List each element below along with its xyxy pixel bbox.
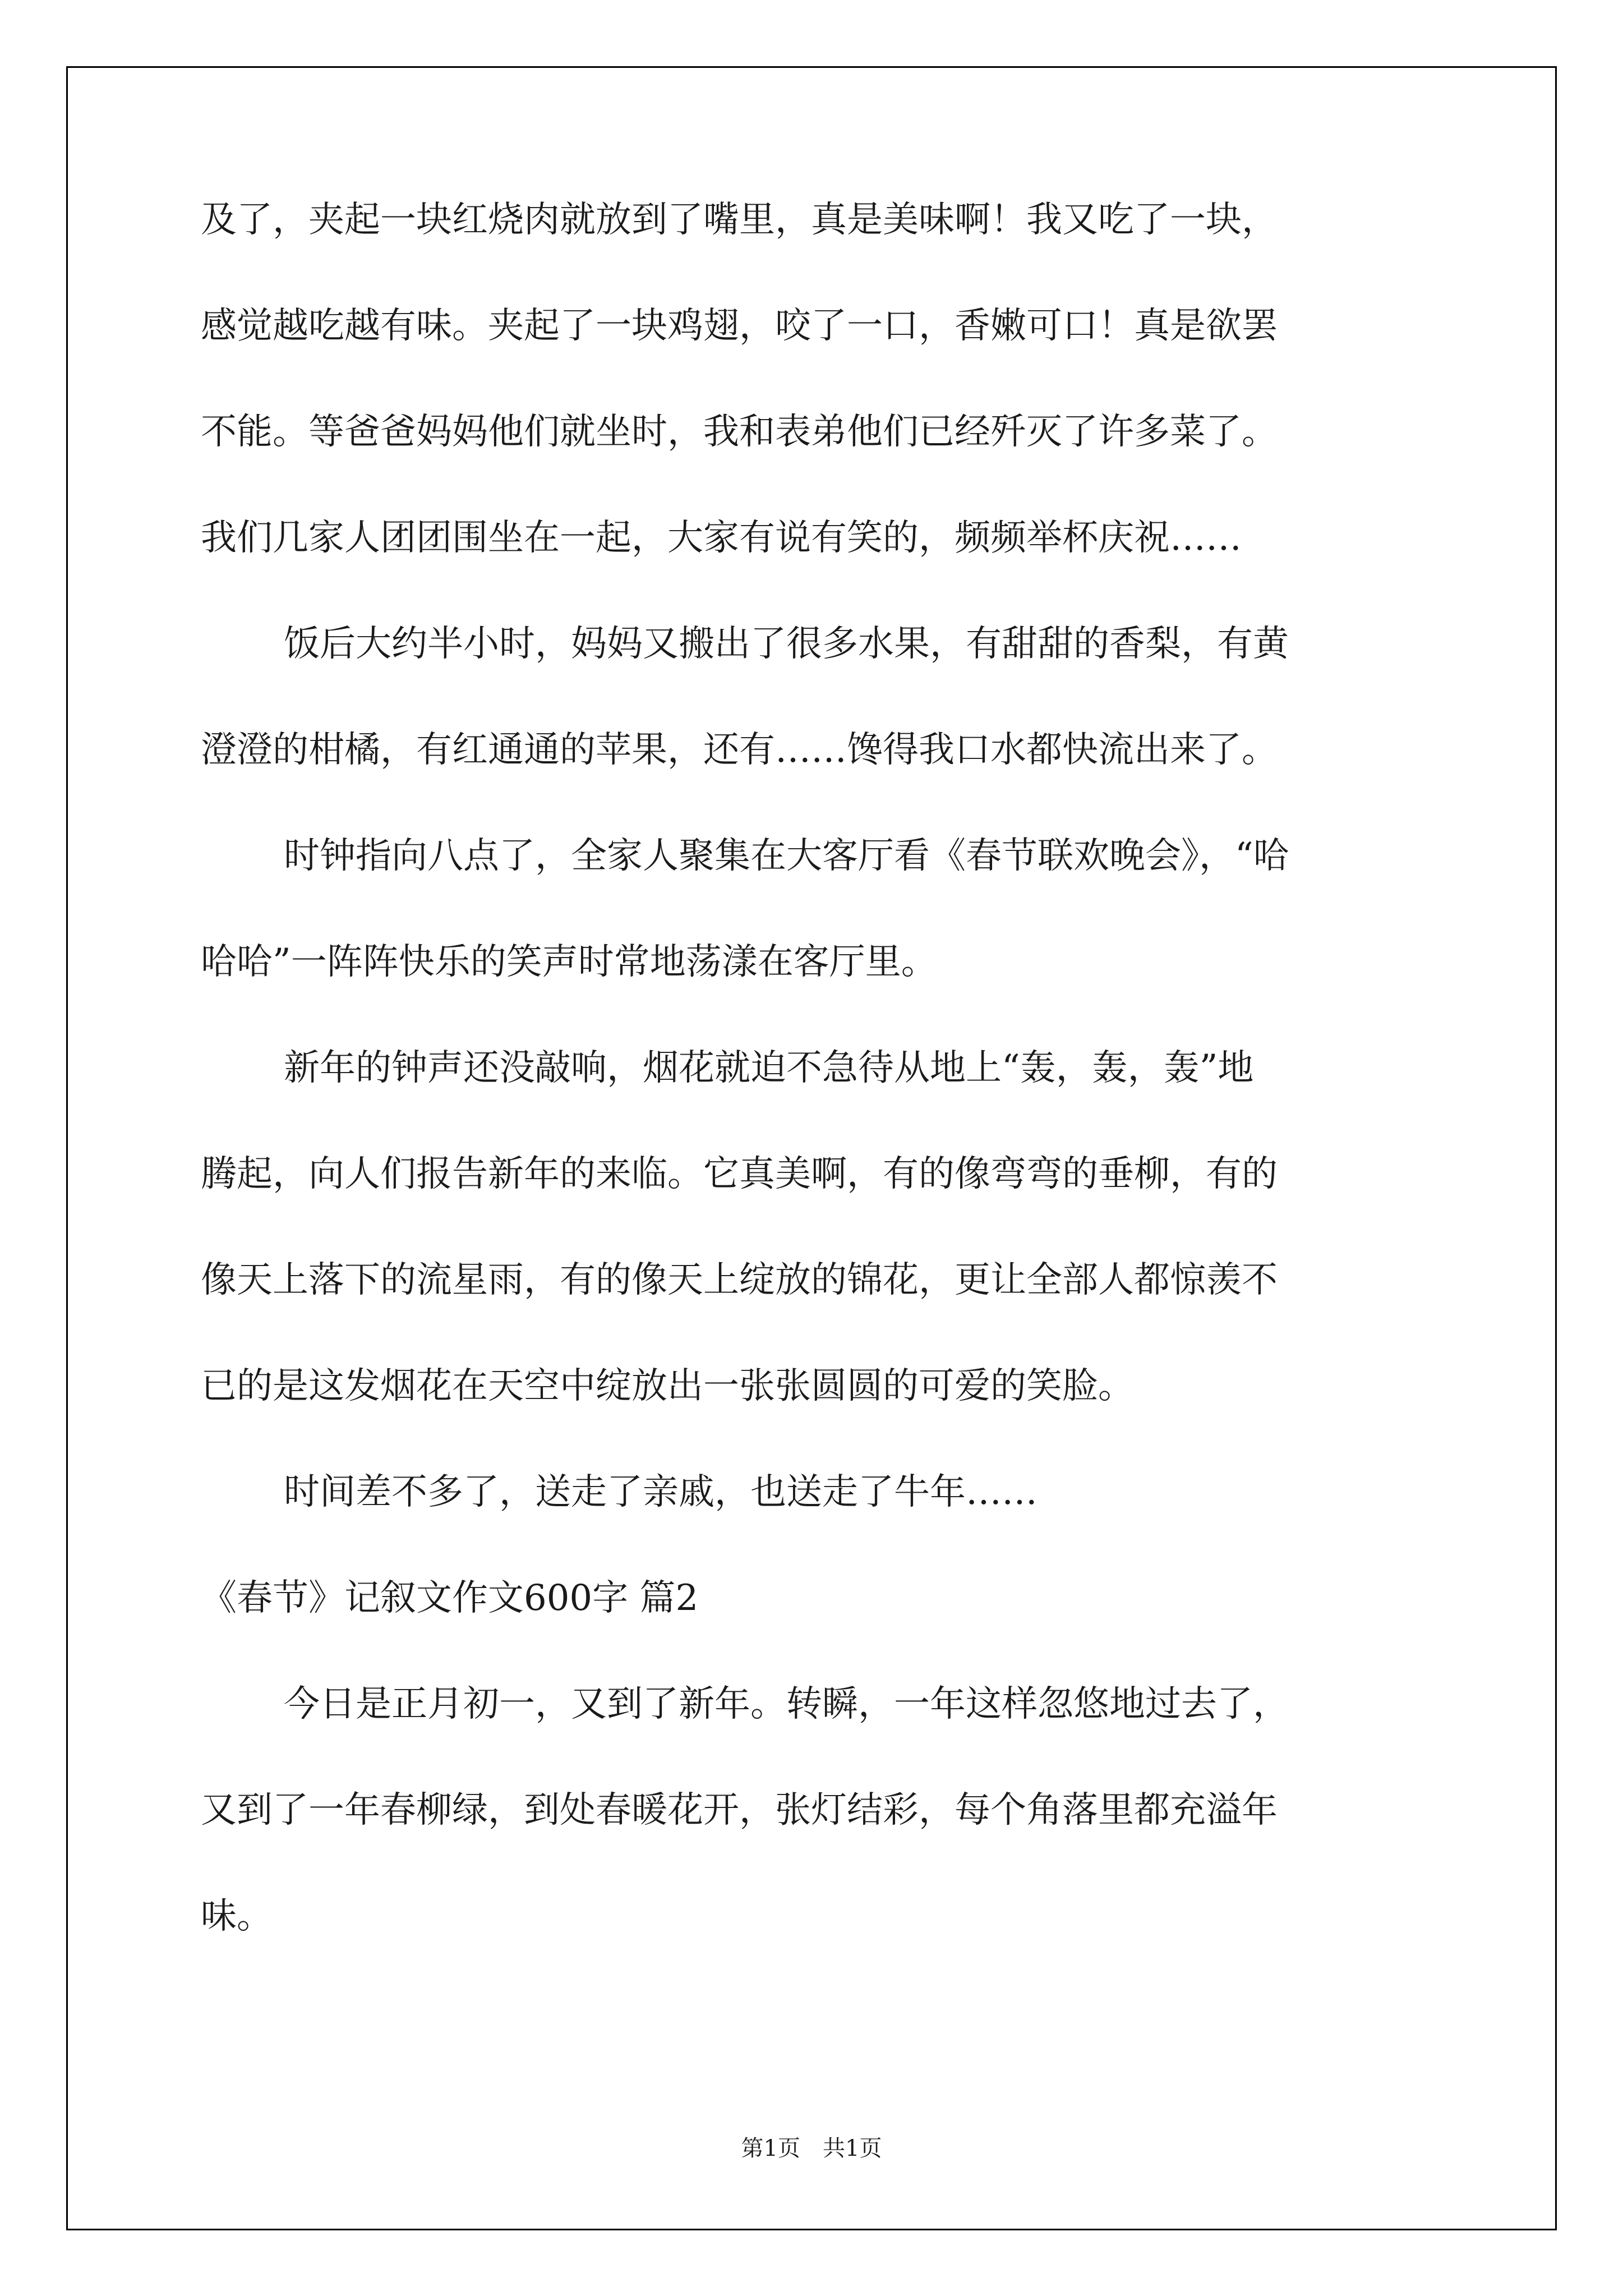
text-line-1: 及了，夹起一块红烧肉就放到了嘴里，真是美味啊！我又吃了一块，: [201, 199, 1278, 241]
text-line-5: 饭后大约半小时，妈妈又搬出了很多水果，有甜甜的香梨，有黄: [284, 623, 1289, 665]
text-line-16: 又到了一年春柳绿，到处春暖花开，张灯结彩，每个角落里都充溢年: [201, 1789, 1278, 1831]
text-line-13: 时间差不多了，送走了亲戚，也送走了牛年……: [284, 1471, 1038, 1513]
text-line-4: 我们几家人团团围坐在一起，大家有说有笑的，频频举杯庆祝……: [201, 517, 1242, 559]
text-line-8: 哈哈”一阵阵快乐的笑声时常地荡漾在客厅里。: [201, 941, 937, 983]
page-footer: 第1页 共1页: [741, 2136, 882, 2161]
text-line-3: 不能。等爸爸妈妈他们就坐时，我和表弟他们已经歼灭了许多菜了。: [201, 411, 1278, 453]
text-line-11: 像天上落下的流星雨，有的像天上绽放的锦花，更让全部人都惊羡不: [201, 1259, 1278, 1301]
page-border: [66, 66, 1557, 2230]
text-line-9: 新年的钟声还没敲响，烟花就迫不急待从地上“轰，轰，轰”地: [284, 1047, 1254, 1089]
text-line-6: 澄澄的柑橘，有红通通的苹果，还有……馋得我口水都快流出来了。: [201, 729, 1278, 771]
text-line-2: 感觉越吃越有味。夹起了一块鸡翅，咬了一口，香嫩可口！真是欲罢: [201, 305, 1278, 347]
section-heading: 《春节》记叙文作文600字 篇2: [201, 1577, 699, 1619]
text-line-12: 已的是这发烟花在天空中绽放出一张张圆圆的可爱的笑脸。: [201, 1365, 1134, 1407]
text-line-17: 味。: [201, 1895, 273, 1937]
text-line-10: 腾起，向人们报告新年的来临。它真美啊，有的像弯弯的垂柳，有的: [201, 1153, 1278, 1195]
text-line-15: 今日是正月初一，又到了新年。转瞬，一年这样忽悠地过去了，: [284, 1683, 1289, 1725]
text-line-7: 时钟指向八点了，全家人聚集在大客厅看《春节联欢晚会》，“哈: [284, 835, 1289, 877]
